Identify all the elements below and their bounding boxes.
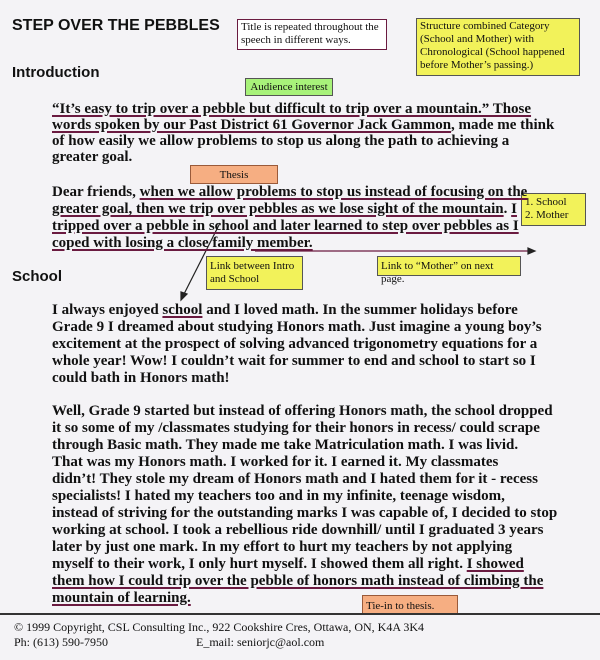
text-line: I always enjoyed [52, 302, 163, 318]
text-line: Well, Grade 9 started but instead of offering Honors math, the school dropped [52, 403, 553, 419]
section-heading-introduction: Introduction [12, 64, 100, 81]
text-line: tripped over a pebble in school and later learned to step over pebbles as I [52, 218, 519, 234]
footer-divider [0, 613, 600, 615]
text-line: Grade 9 I dreamed about studying Honors math. Just imagine a young boy’s [52, 319, 542, 335]
text-line: later by just one mark. In my effort to hurt my teachers by not applying [52, 539, 513, 555]
note-link-mother: Link to “Mother” on next page. [377, 256, 521, 276]
footer-phone: Ph: (613) 590-7950 [14, 635, 108, 649]
text-line: Dear friends, [52, 184, 140, 200]
text-line: greater goal, then we trip over pebbles as we lose sight of the mountain [52, 201, 504, 217]
text-line: whole year! Wow! I couldn’t wait for summer to end and school to start so I [52, 353, 536, 369]
text-line: mountain of learning. [52, 590, 191, 606]
note-link-intro-school: Link between Intro and School [206, 256, 303, 290]
text-line: coped with losing a close family member. [52, 235, 313, 251]
text-line: and I loved math. In the summer holidays before [202, 302, 518, 318]
text-line: specialists! I hated my teachers too and in my infinite, teenage wisdom, [52, 488, 505, 504]
text-line: school [162, 302, 203, 318]
text-line: when we allow problems to stop us instead of focusing on the [139, 184, 528, 200]
text-line: “It’s easy to trip over a pebble but difficult to trip over a mountain.” Those [52, 101, 532, 117]
text-line: it so some of my /classmates studying for their honors in recess/ could scrape [52, 420, 540, 436]
text-line: I showed [466, 556, 524, 572]
text-line: of how easily we allow problems to stop us along the path to achieving a [52, 133, 510, 149]
text-line: I [511, 201, 517, 217]
text-line: instead of striving for the outstanding marks I was capable of, I decided to stop [52, 505, 558, 521]
note-title-repeated: Title is repeated throughout the speech in different ways. [237, 19, 387, 50]
note-audience-interest: Audience interest [245, 78, 333, 96]
text-line: didn’t! They stole my dream of Honors math and I hated them for it - recess [52, 471, 538, 487]
text-line: . [503, 201, 512, 217]
text-line: That was my Honors math. I worked for it. I earned it. My classmates [52, 454, 499, 470]
note-structure: Structure combined Category (School and Mother) with Chronological (School happened before Mother’s passing.) [416, 18, 580, 76]
arrow-head [181, 292, 187, 300]
note-tie-in: Tie-in to thesis. [362, 595, 458, 615]
text-line: through Basic math. They made me take Matriculation math. I was livid. [52, 437, 519, 453]
footer-copyright: © 1999 Copyright, CSL Consulting Inc., 922 Cookshire Cres, Ottawa, ON, K4A 3K4 [14, 620, 424, 634]
arrow-head [528, 248, 535, 254]
text-line: myself to their work, I only hurt myself. I showed them all right. [52, 556, 467, 572]
outline-item: 2. Mother [525, 209, 569, 221]
page-title: STEP OVER THE PEBBLES [12, 17, 220, 34]
outline-item: 1. School [525, 196, 567, 208]
text-line: words spoken by our Past District 61 Governor Jack Gammon [52, 117, 452, 133]
text-line: greater goal. [52, 149, 133, 165]
text-line: , made me think [451, 117, 555, 133]
note-thesis: Thesis [190, 165, 278, 184]
text-line: could bath in Honors math! [52, 370, 230, 386]
text-line: excitement at the prospect of solving advanced trigonometry equations for a [52, 336, 538, 352]
section-heading-school: School [12, 268, 63, 285]
footer-email: E_mail: seniorjc@aol.com [196, 635, 325, 649]
text-line: them how I could trip over the pebble of honors math instead of climbing the [52, 573, 544, 589]
text-line: working at school. I took a rebellious ride downhill/ until I graduated 3 years [52, 522, 544, 538]
